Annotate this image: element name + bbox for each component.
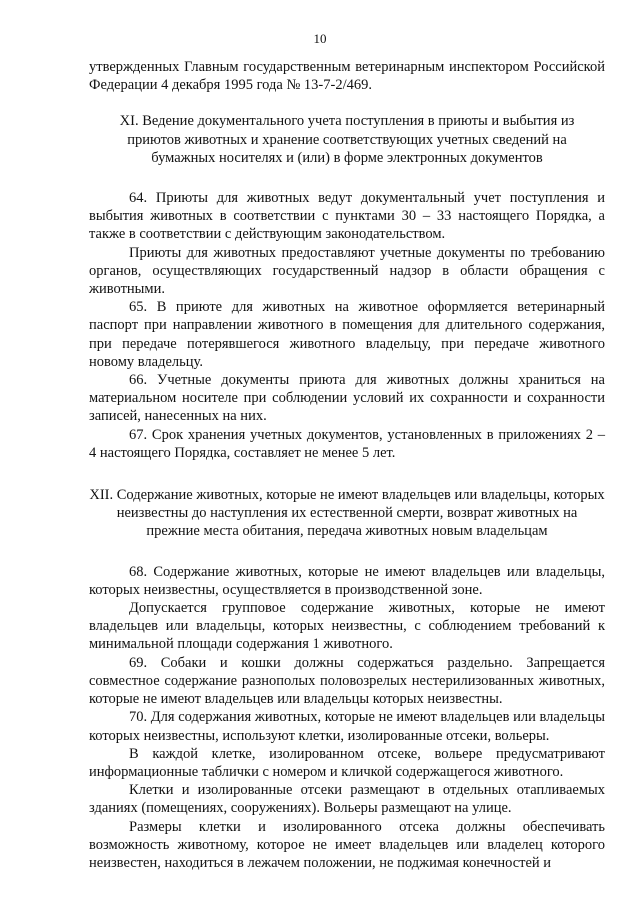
paragraph: 67. Срок хранения учетных документов, установленных в приложениях 2 – 4 настоящего Порядка, составляет не менее 5 лет. xyxy=(89,426,605,461)
paragraph: 68. Содержание животных, которые не имеют владельцев или владельцы, которых неизвестны, осуществляется в производственной зоне. xyxy=(89,563,605,598)
paragraph: В каждой клетке, изолированном отсеке, вольере предусматривают информационные таблички с номером и кличкой содержащегося животного. xyxy=(89,745,605,780)
intro-paragraph: утвержденных Главным государственным ветеринарным инспектором Российской Федерации 4 декабря 1995 года № 13-7-2/469. xyxy=(89,59,605,94)
paragraph: 69. Собаки и кошки должны содержаться раздельно. Запрещается совместное содержание разнополых половозрелых нестерилизованных животных, которые не имеют владельцев или владельцы которых неизвестны. xyxy=(89,654,605,708)
section-12-body xyxy=(89,563,605,872)
paragraph: 65. В приюте для животных на животное оформляется ветеринарный паспорт при направлении животного в помещения для длительного содержания, при передаче потерявшегося животного владельцу, при передаче животного новому владельцу. xyxy=(89,299,605,370)
section-12-heading: XII. Содержание животных, которые не имеют владельцев или владельцы, которых неизвестны до наступления их естественной смерти, возврат животных на прежние места обитания, передача животных новым владельцам xyxy=(89,487,605,540)
section-11-body xyxy=(89,189,605,462)
paragraph: 70. Для содержания животных, которые не имеют владельцев или владельцы которых неизвестны, используют клетки, изолированные отсеки, вольеры. xyxy=(89,709,605,744)
document-body xyxy=(89,58,605,872)
paragraph: Допускается групповое содержание животных, которые не имеют владельцев или владельцы, которых неизвестны, с соблюдением требований к минимальной площади содержания 1 животного. xyxy=(89,600,605,653)
paragraph: Размеры клетки и изолированного отсека должны обеспечивать возможность животному, которое не имеет владельцев или владелец которого неизвестен, находиться в лежачем положении, не поджимая конечностей и xyxy=(89,818,605,871)
section-11-heading: XI. Ведение документального учета поступления в приюты и выбытия из приютов животных и хранение соответствующих учетных сведений на бумажных носителях и (или) в форме электронных документов xyxy=(119,113,575,166)
paragraph: Приюты для животных предоставляют учетные документы по требованию органов, осуществляющих государственный надзор в области обращения с животными. xyxy=(89,244,605,298)
paragraph: 64. Приюты для животных ведут документальный учет поступления и выбытия животных в соответствии с пунктами 30 – 33 настоящего Порядка, а также в соответствии с действующим законодательством. xyxy=(89,190,605,243)
paragraph: Клетки и изолированные отсеки размещают в отдельных отапливаемых зданиях (помещениях, сооружениях). Вольеры размещают на улице. xyxy=(89,782,605,817)
paragraph: 66. Учетные документы приюта для животных должны храниться на материальном носителе при соблюдении условий их сохранности и сохранности записей, нанесенных на них. xyxy=(89,372,605,425)
page-number: 10 xyxy=(313,31,327,46)
